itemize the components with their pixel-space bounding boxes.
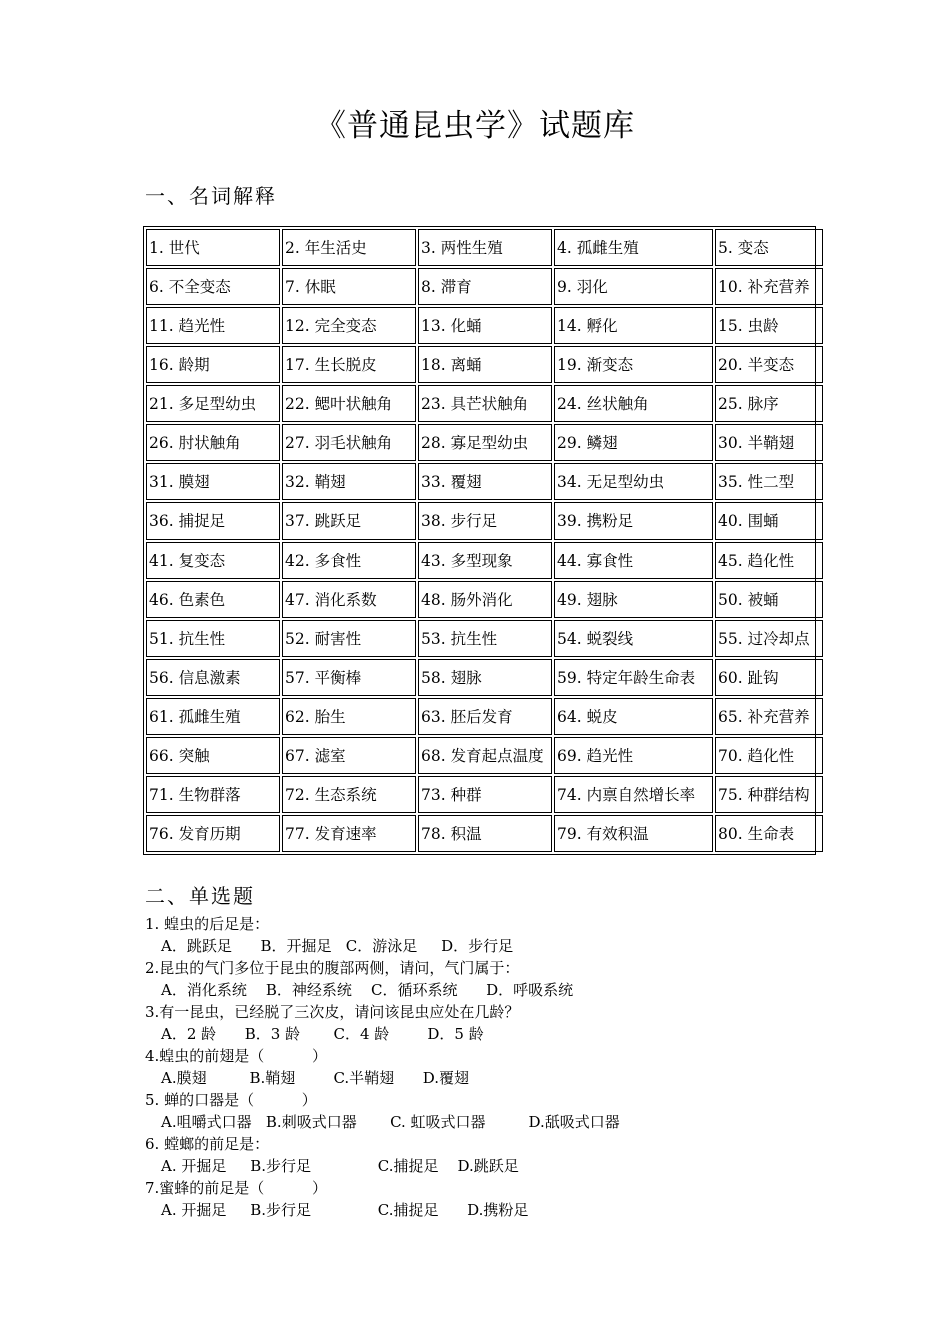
term-cell: 64. 蜕皮 <box>554 698 713 735</box>
table-row <box>146 737 823 774</box>
term-cell: 13. 化蛹 <box>418 307 552 344</box>
term-cell: 28. 寡足型幼虫 <box>418 424 552 461</box>
term-cell: 75. 种群结构 <box>715 776 823 813</box>
term-cell: 41. 复变态 <box>146 542 280 579</box>
term-cell: 36. 捕捉足 <box>146 502 280 539</box>
term-cell: 70. 趋化性 <box>715 737 823 774</box>
term-cell: 40. 围蛹 <box>715 502 823 539</box>
question-stem: 4.蝗虫的前翅是（ ） <box>145 1047 327 1065</box>
table-row <box>146 346 823 383</box>
question-item <box>145 1045 845 1089</box>
term-cell: 9. 羽化 <box>554 268 713 305</box>
question-item <box>145 1133 845 1177</box>
table-row <box>146 542 823 579</box>
term-cell: 6. 不全变态 <box>146 268 280 305</box>
term-cell: 53. 抗生性 <box>418 620 552 657</box>
term-cell: 74. 内禀自然增长率 <box>554 776 713 813</box>
term-cell: 2. 年生活史 <box>282 229 416 266</box>
term-cell: 19. 渐变态 <box>554 346 713 383</box>
table-row <box>146 581 823 618</box>
table-row <box>146 502 823 539</box>
question-options: A.咀嚼式口器 B.刺吸式口器 C. 虹吸式口器 D.舐吸式口器 <box>161 1113 620 1131</box>
term-cell: 71. 生物群落 <box>146 776 280 813</box>
term-cell: 69. 趋光性 <box>554 737 713 774</box>
question-stem: 5. 蝉的口器是（ ） <box>145 1091 317 1109</box>
term-cell: 55. 过冷却点 <box>715 620 823 657</box>
table-row <box>146 229 823 266</box>
table-row <box>146 698 823 735</box>
term-cell: 68. 发育起点温度 <box>418 737 552 774</box>
term-cell: 30. 半鞘翅 <box>715 424 823 461</box>
term-cell: 1. 世代 <box>146 229 280 266</box>
term-cell: 37. 跳跃足 <box>282 502 416 539</box>
term-cell: 65. 补充营养 <box>715 698 823 735</box>
term-cell: 50. 被蛹 <box>715 581 823 618</box>
term-cell: 10. 补充营养 <box>715 268 823 305</box>
table-row <box>146 776 823 813</box>
term-cell: 66. 突触 <box>146 737 280 774</box>
term-cell: 63. 胚后发育 <box>418 698 552 735</box>
term-cell: 51. 抗生性 <box>146 620 280 657</box>
term-cell: 58. 翅脉 <box>418 659 552 696</box>
term-cell: 54. 蜕裂线 <box>554 620 713 657</box>
term-cell: 77. 发育速率 <box>282 815 416 852</box>
question-item <box>145 913 845 957</box>
term-cell: 46. 色素色 <box>146 581 280 618</box>
question-options: A. 开掘足 B.步行足 C.捕捉足 D.携粉足 <box>161 1201 529 1219</box>
term-cell: 26. 肘状触角 <box>146 424 280 461</box>
term-cell: 62. 胎生 <box>282 698 416 735</box>
term-cell: 18. 离蛹 <box>418 346 552 383</box>
document-title: 《普通昆虫学》试题库 <box>315 108 635 144</box>
table-row <box>146 307 823 344</box>
term-cell: 17. 生长脱皮 <box>282 346 416 383</box>
table-row <box>146 424 823 461</box>
table-row <box>146 815 823 852</box>
table-row <box>146 268 823 305</box>
term-cell: 45. 趋化性 <box>715 542 823 579</box>
table-row <box>146 463 823 500</box>
question-options: A．2 龄 B．3 龄 C．4 龄 D．5 龄 <box>161 1025 484 1043</box>
term-cell: 33. 覆翅 <box>418 463 552 500</box>
term-cell: 31. 膜翅 <box>146 463 280 500</box>
term-cell: 32. 鞘翅 <box>282 463 416 500</box>
question-item <box>145 957 845 1001</box>
term-cell: 12. 完全变态 <box>282 307 416 344</box>
term-cell: 78. 积温 <box>418 815 552 852</box>
term-cell: 57. 平衡棒 <box>282 659 416 696</box>
term-cell: 79. 有效积温 <box>554 815 713 852</box>
term-cell: 44. 寡食性 <box>554 542 713 579</box>
term-cell: 16. 龄期 <box>146 346 280 383</box>
term-cell: 27. 羽毛状触角 <box>282 424 416 461</box>
table-row <box>146 620 823 657</box>
question-options: A．跳跃足 B．开掘足 C．游泳足 D．步行足 <box>161 937 514 955</box>
term-cell: 48. 肠外消化 <box>418 581 552 618</box>
term-cell: 22. 鳃叶状触角 <box>282 385 416 422</box>
term-cell: 49. 翅脉 <box>554 581 713 618</box>
terms-table <box>143 226 816 855</box>
question-options: A．消化系统 B．神经系统 C．循环系统 D．呼吸系统 <box>161 981 574 999</box>
term-cell: 47. 消化系数 <box>282 581 416 618</box>
term-cell: 29. 鳞翅 <box>554 424 713 461</box>
table-row <box>146 385 823 422</box>
term-cell: 20. 半变态 <box>715 346 823 383</box>
term-cell: 15. 虫龄 <box>715 307 823 344</box>
question-stem: 1. 蝗虫的后足是： <box>145 915 270 933</box>
term-cell: 25. 脉序 <box>715 385 823 422</box>
term-cell: 67. 滤室 <box>282 737 416 774</box>
term-cell: 3. 两性生殖 <box>418 229 552 266</box>
term-cell: 42. 多食性 <box>282 542 416 579</box>
term-cell: 35. 性二型 <box>715 463 823 500</box>
term-cell: 38. 步行足 <box>418 502 552 539</box>
term-cell: 11. 趋光性 <box>146 307 280 344</box>
term-cell: 21. 多足型幼虫 <box>146 385 280 422</box>
question-stem: 6. 螳螂的前足是： <box>145 1135 270 1153</box>
question-options: A.膜翅 B.鞘翅 C.半鞘翅 D.覆翅 <box>161 1069 470 1087</box>
section-heading-single-choice: 二、单选题 <box>145 884 255 908</box>
question-item <box>145 1089 845 1133</box>
term-cell: 39. 携粉足 <box>554 502 713 539</box>
term-cell: 24. 丝状触角 <box>554 385 713 422</box>
term-cell: 4. 孤雌生殖 <box>554 229 713 266</box>
term-cell: 72. 生态系统 <box>282 776 416 813</box>
term-cell: 34. 无足型幼虫 <box>554 463 713 500</box>
question-stem: 2.昆虫的气门多位于昆虫的腹部两侧，请问，气门属于： <box>145 959 520 977</box>
question-item <box>145 1001 845 1045</box>
term-cell: 76. 发育历期 <box>146 815 280 852</box>
term-cell: 5. 变态 <box>715 229 823 266</box>
term-cell: 23. 具芒状触角 <box>418 385 552 422</box>
question-options: A. 开掘足 B.步行足 C.捕捉足 D.跳跃足 <box>161 1157 519 1175</box>
term-cell: 59. 特定年龄生命表 <box>554 659 713 696</box>
question-stem: 3.有一昆虫，已经脱了三次皮，请问该昆虫应处在几龄？ <box>145 1003 520 1021</box>
term-cell: 14. 孵化 <box>554 307 713 344</box>
term-cell: 52. 耐害性 <box>282 620 416 657</box>
term-cell: 80. 生命表 <box>715 815 823 852</box>
term-cell: 7. 休眠 <box>282 268 416 305</box>
question-item <box>145 1177 845 1221</box>
term-cell: 61. 孤雌生殖 <box>146 698 280 735</box>
question-stem: 7.蜜蜂的前足是（ ） <box>145 1179 327 1197</box>
term-cell: 60. 趾钩 <box>715 659 823 696</box>
term-cell: 56. 信息激素 <box>146 659 280 696</box>
term-cell: 43. 多型现象 <box>418 542 552 579</box>
term-cell: 73. 种群 <box>418 776 552 813</box>
term-cell: 8. 滞育 <box>418 268 552 305</box>
table-row <box>146 659 823 696</box>
section-heading-terms: 一、名词解释 <box>145 184 277 208</box>
question-list <box>145 913 845 1221</box>
